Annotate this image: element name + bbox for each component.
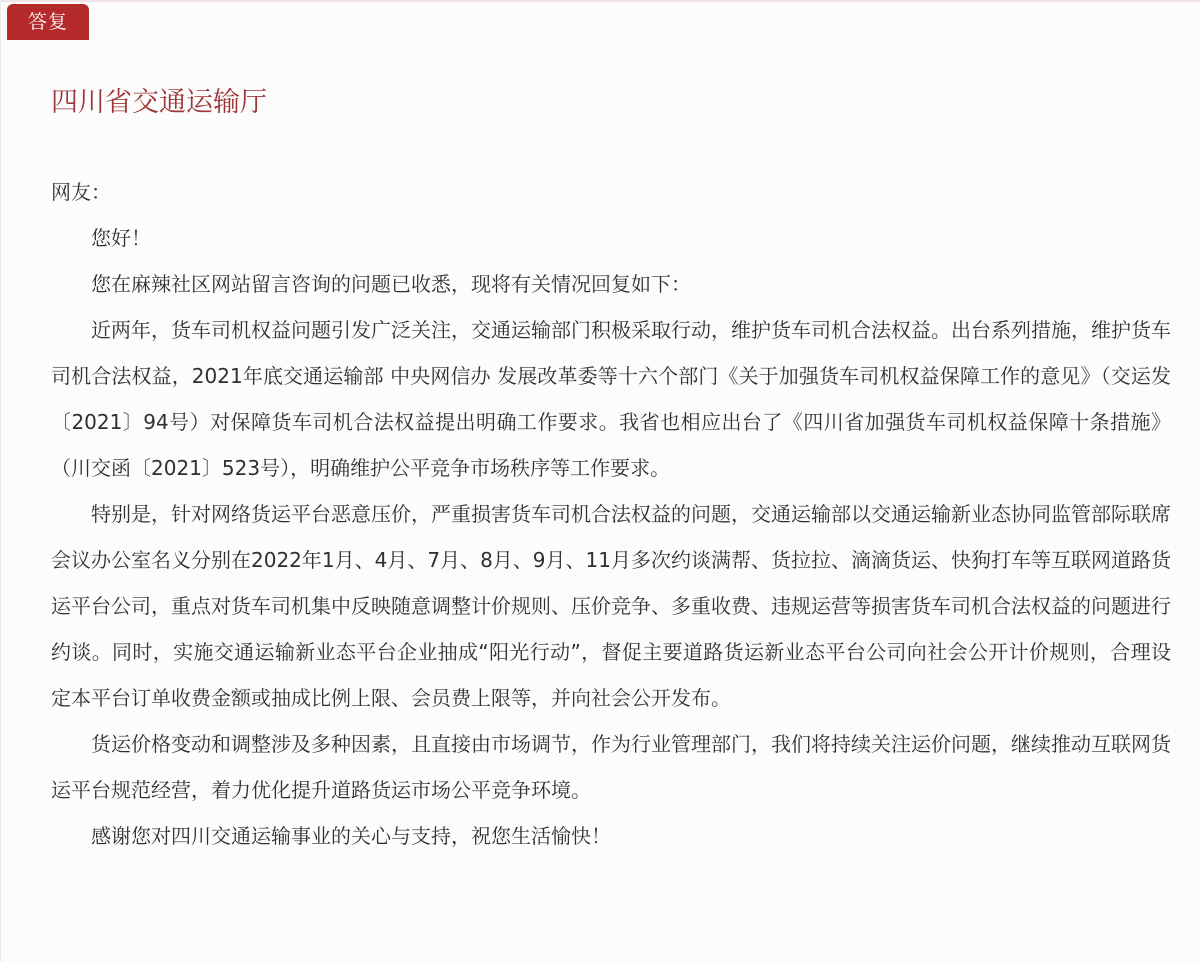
regulation-paragraph: 特别是，针对网络货运平台恶意压价，严重损害货车司机合法权益的问题，交通运输部以交通运输新业态协同监管部际联席会议办公室名义分别在2022年1月、4月、7月、8月、9月、11月多次约谈满帮、货拉拉、滴滴货运、快狗打车等互联网道路货运平台公司，重点对货车司机集中反映随意调整计价规则、压价竞争、多重收费、违规运营等损害货车司机合法权益的问题进行约谈。同时，实施交通运输新业态平台企业抽成“阳光行动”，督促主要道路货运新业态平台公司向社会公开计价规则，合理设定本平台订单收费金额或抽成比例上限、会员费上限等，并向社会公开发布。 [51,502,1171,710]
top-divider [1,0,1200,2]
policy-paragraph: 近两年，货车司机权益问题引发广泛关注，交通运输部门积极采取行动，维护货车司机合法权益。出台系列措施，维护货车司机合法权益，2021年底交通运输部 中央网信办 发展改革委等十六个部门《关于加强货车司机权益保障工作的意见》（交运发〔2021〕94号）对保障货车司机合法权益提出明确工作要求。我省也相应出台了《四川省加强货车司机权益保障十条措施》（川交函〔2021〕523号），明确维护公平竞争市场秩序等工作要求。 [51,318,1171,480]
reply-tag: 答复 [7,4,89,40]
acknowledgement-paragraph: 您在麻辣社区网站留言咨询的问题已收悉，现将有关情况回复如下： [91,272,691,296]
greeting-paragraph: 您好！ [91,226,151,250]
closing-paragraph: 感谢您对四川交通运输事业的关心与支持，祝您生活愉快！ [91,824,611,848]
organization-title: 四川省交通运输厅 [51,87,267,118]
salutation: 网友： [51,180,111,204]
market-paragraph: 货运价格变动和调整涉及多种因素，且直接由市场调节，作为行业管理部门，我们将持续关注运价问题，继续推动互联网货运平台规范经营，着力优化提升道路货运市场公平竞争环境。 [51,732,1171,802]
reply-body [51,169,1171,859]
